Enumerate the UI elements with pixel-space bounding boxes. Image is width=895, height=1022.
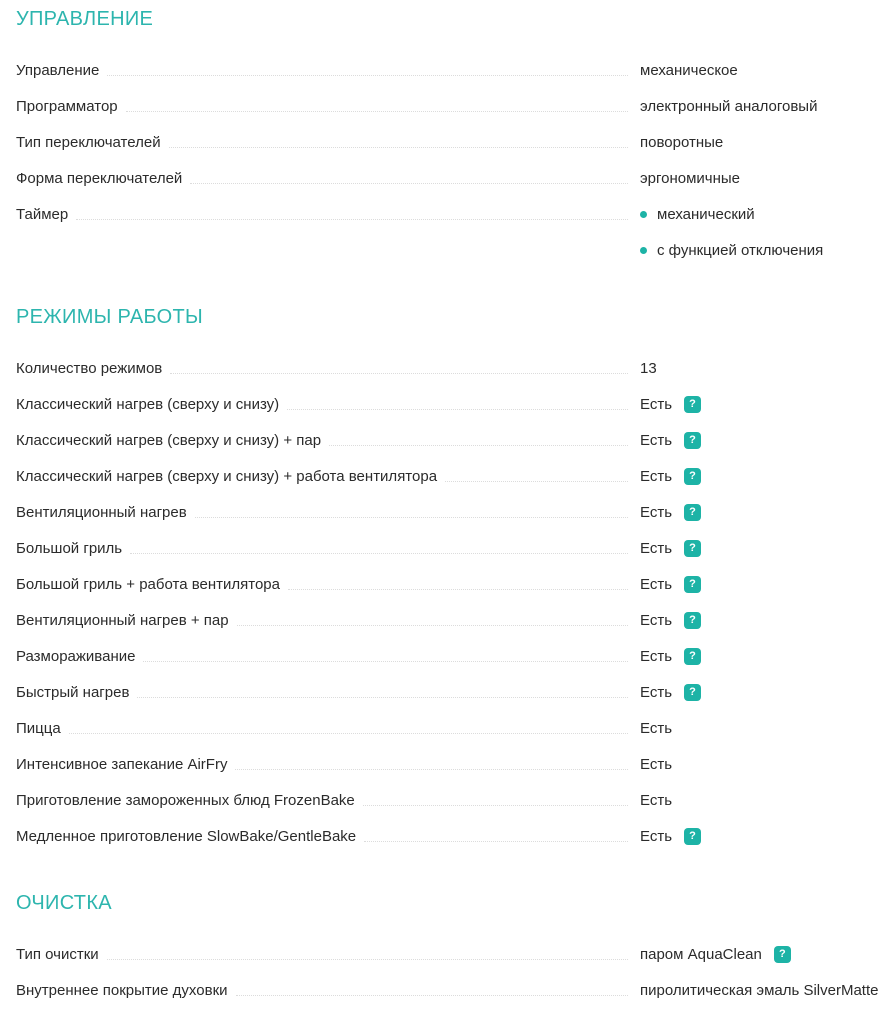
dotted-leader	[170, 373, 628, 374]
spec-value: Есть	[640, 539, 673, 557]
spec-label: Программатор	[16, 97, 118, 115]
help-icon[interactable]: ?	[684, 576, 701, 593]
section-title: УПРАВЛЕНИЕ	[16, 8, 154, 30]
spec-row	[16, 674, 895, 710]
spec-row	[16, 638, 895, 674]
spec-row	[16, 494, 895, 530]
spec-row	[16, 458, 895, 494]
spec-label: Тип переключателей	[16, 133, 161, 151]
spec-label: Вентиляционный нагрев	[16, 503, 187, 521]
spec-value: Есть	[640, 575, 673, 593]
dotted-leader	[143, 661, 628, 662]
spec-value: Есть	[640, 431, 673, 449]
dotted-leader	[235, 769, 628, 770]
help-icon[interactable]: ?	[684, 396, 701, 413]
spec-label: Большой гриль	[16, 539, 123, 557]
dotted-leader	[126, 111, 628, 112]
spec-row	[16, 386, 895, 422]
help-icon[interactable]: ?	[684, 612, 701, 629]
spec-row	[16, 936, 895, 972]
spec-label: Классический нагрев (сверху и снизу) + работа вентилятора	[16, 467, 438, 485]
bullet-icon	[640, 247, 647, 254]
spec-value: Есть	[640, 467, 673, 485]
spec-label: Интенсивное запекание AirFry	[16, 755, 228, 773]
spec-label: Быстрый нагрев	[16, 683, 130, 701]
dotted-leader	[236, 995, 628, 996]
spec-value: Есть	[640, 683, 673, 701]
section-cleaning	[16, 890, 895, 1008]
bullet-item	[640, 196, 895, 232]
spec-value: механический	[657, 205, 755, 223]
help-icon[interactable]: ?	[684, 648, 701, 665]
spec-value: Есть	[640, 647, 673, 665]
spec-label: Большой гриль + работа вентилятора	[16, 575, 280, 593]
bullet-icon	[640, 211, 647, 218]
spec-row	[16, 350, 895, 386]
spec-label: Пицца	[16, 719, 61, 737]
dotted-leader	[107, 75, 628, 76]
help-icon[interactable]: ?	[684, 684, 701, 701]
spec-label: Количество режимов	[16, 359, 163, 377]
spec-value: пиролитическая эмаль SilverMatte	[640, 981, 879, 999]
help-icon[interactable]: ?	[684, 504, 701, 521]
dotted-leader	[130, 553, 628, 554]
spec-row	[16, 566, 895, 602]
dotted-leader	[287, 409, 628, 410]
help-icon[interactable]: ?	[774, 946, 791, 963]
spec-value: поворотные	[640, 133, 724, 151]
spec-row	[16, 530, 895, 566]
dotted-leader	[288, 589, 628, 590]
spec-row	[16, 602, 895, 638]
dotted-leader	[137, 697, 628, 698]
spec-label: Таймер	[16, 205, 69, 223]
spec-label: Классический нагрев (сверху и снизу)	[16, 395, 280, 413]
spec-row	[16, 422, 895, 458]
section-modes	[16, 304, 895, 854]
spec-value: эргономичные	[640, 169, 741, 187]
spec-value: паром AquaClean	[640, 945, 762, 963]
spec-value: механическое	[640, 61, 738, 79]
spec-label: Медленное приготовление SlowBake/GentleBake	[16, 827, 357, 845]
help-icon[interactable]: ?	[684, 540, 701, 557]
dotted-leader	[76, 219, 628, 220]
spec-value: Есть	[640, 611, 673, 629]
help-icon[interactable]: ?	[684, 432, 701, 449]
dotted-leader	[169, 147, 628, 148]
spec-value: Есть	[640, 719, 673, 737]
spec-value: Есть	[640, 827, 673, 845]
spec-row	[16, 160, 895, 196]
dotted-leader	[107, 959, 628, 960]
spec-label: Приготовление замороженных блюд FrozenBake	[16, 791, 355, 809]
spec-label: Размораживание	[16, 647, 136, 665]
dotted-leader	[237, 625, 628, 626]
help-icon[interactable]: ?	[684, 468, 701, 485]
specs-page	[16, 6, 895, 1008]
spec-value: Есть	[640, 791, 673, 809]
spec-value: 13	[640, 359, 657, 377]
dotted-leader	[190, 183, 628, 184]
dotted-leader	[363, 805, 628, 806]
spec-label: Форма переключателей	[16, 169, 183, 187]
spec-label: Вентиляционный нагрев + пар	[16, 611, 229, 629]
spec-row	[16, 196, 895, 268]
spec-row	[16, 710, 895, 746]
dotted-leader	[445, 481, 628, 482]
spec-row	[16, 52, 895, 88]
bullet-item	[640, 232, 895, 268]
spec-value: с функцией отключения	[657, 241, 824, 259]
spec-value: Есть	[640, 395, 673, 413]
section-control	[16, 6, 895, 268]
spec-label: Тип очистки	[16, 945, 99, 963]
spec-row	[16, 782, 895, 818]
dotted-leader	[195, 517, 628, 518]
dotted-leader	[69, 733, 628, 734]
spec-row	[16, 972, 895, 1008]
spec-row	[16, 88, 895, 124]
spec-row	[16, 124, 895, 160]
dotted-leader	[364, 841, 628, 842]
spec-value: Есть	[640, 503, 673, 521]
section-title: ОЧИСТКА	[16, 892, 112, 914]
help-icon[interactable]: ?	[684, 828, 701, 845]
spec-row	[16, 746, 895, 782]
dotted-leader	[329, 445, 628, 446]
spec-value: электронный аналоговый	[640, 97, 818, 115]
section-title: РЕЖИМЫ РАБОТЫ	[16, 306, 204, 328]
spec-value: Есть	[640, 755, 673, 773]
spec-row	[16, 818, 895, 854]
spec-label: Управление	[16, 61, 100, 79]
spec-label: Классический нагрев (сверху и снизу) + пар	[16, 431, 322, 449]
spec-label: Внутреннее покрытие духовки	[16, 981, 228, 999]
